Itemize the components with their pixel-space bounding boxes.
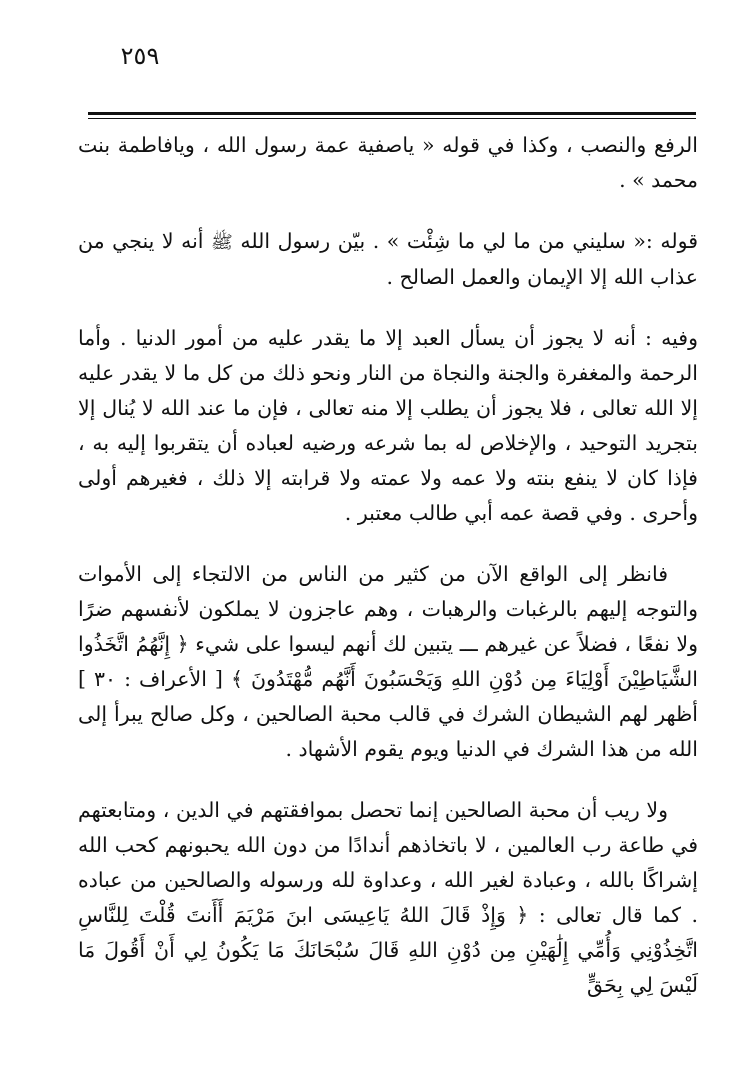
salla-ligature: ﷺ <box>211 232 233 253</box>
paragraph-3-text: وفيه : أنه لا يجوز أن يسأل العبد إلا ما يقدر عليه من أمور الدنيا . وأما الرحمة والمغفرة والجنة والنجاة من النار ونحو ذلك من كل ما لا يقدر عليه إلا الله تعالى ، فلا يجوز أن يطلب إلا منه تعالى ، فإن ما عند الله لا يُنال إلا بتجريد التوحيد ، والإخلاص له بما شرعه ورضيه لعباده أن يتقربوا إليه به ، فإذا كان لا ينفع بنته ولا عمه ولا عمته ولا قرابته إلا ذلك ، فغيرهم أولى وأحرى . وفي قصة عمه أبي طالب معتبر . <box>78 326 698 525</box>
paragraph-2-text-before: قوله :« سليني من ما لي ما شِئْت » . بيّن رسول الله <box>232 229 698 253</box>
quran-verse-maidah: ﴿ وَإِذْ قَالَ اللهُ يَاعِيسَى ابنَ مَرْيَمَ أَأَنتَ قُلْتَ لِلنَّاسِ اتَّخِذُوْنِي وَأُمِّي إِلَٰهَيْنِ مِن دُوْنِ اللهِ قَالَ سُبْحَانَكَ مَا يَكُونُ لِي أَنْ أَقُولَ مَا لَيْسَ لِي بِحَقٍّ <box>78 903 698 997</box>
paragraph-5-text-before: ولا ريب أن محبة الصالحين إنما تحصل بموافقتهم في الدين ، ومتابعتهم في طاعة رب العالمين ، لا باتخاذهم أندادًا من دون الله يحبونهم كحب الله إشراكًا بالله ، وعبادة لغير الله ، وعداوة لله ورسوله والصالحين من عباده . كما قال تعالى : <box>78 798 698 927</box>
paragraph-1 <box>78 128 698 198</box>
paragraph-spacer <box>78 531 698 557</box>
header-rule-thin <box>88 118 696 119</box>
paragraph-5 <box>78 793 698 1003</box>
paragraph-2-text-after: أنه لا ينجي من عذاب الله إلا الإيمان والعمل الصالح . <box>78 229 698 289</box>
page-body <box>78 128 698 1003</box>
paragraph-spacer <box>78 767 698 793</box>
paragraph-4 <box>78 557 698 767</box>
paragraph-1-text: الرفع والنصب ، وكذا في قوله « ياصفية عمة رسول الله ، ويافاطمة بنت محمد » . <box>78 133 698 192</box>
paragraph-spacer <box>78 295 698 321</box>
paragraph-spacer <box>78 198 698 224</box>
page-number: ٢٥٩ <box>120 42 160 70</box>
header-rule-thick <box>88 112 696 115</box>
quran-verse-araf-30: ﴿ إِنَّهُمُ اتَّخَذُوا الشَّيَاطِيْنَ أَوْلِيَاءَ مِن دُوْنِ اللهِ وَيَحْسَبُونَ أَنَّهُم مُّهْتَدُونَ ﴾ <box>78 632 698 691</box>
paragraph-2 <box>78 224 698 295</box>
paragraph-4-text-before: فانظر إلى الواقع الآن من كثير من الناس من الالتجاء إلى الأموات والتوجه إليهم بالرغبات والرهبات ، وهم عاجزون لا يملكون لأنفسهم ضرًا ولا نفعًا ، فضلاً عن غيرهم ـــ يتبين لك أنهم ليسوا على شيء <box>78 562 699 656</box>
paragraph-4-text-after: [ الأعراف : ٣٠ ] أظهر لهم الشيطان الشرك في قالب محبة الصالحين ، وكل صالح يبرأ إلى الله من هذا الشرك في الدنيا ويوم يقوم الأشهاد . <box>78 667 698 761</box>
paragraph-3 <box>78 321 698 531</box>
